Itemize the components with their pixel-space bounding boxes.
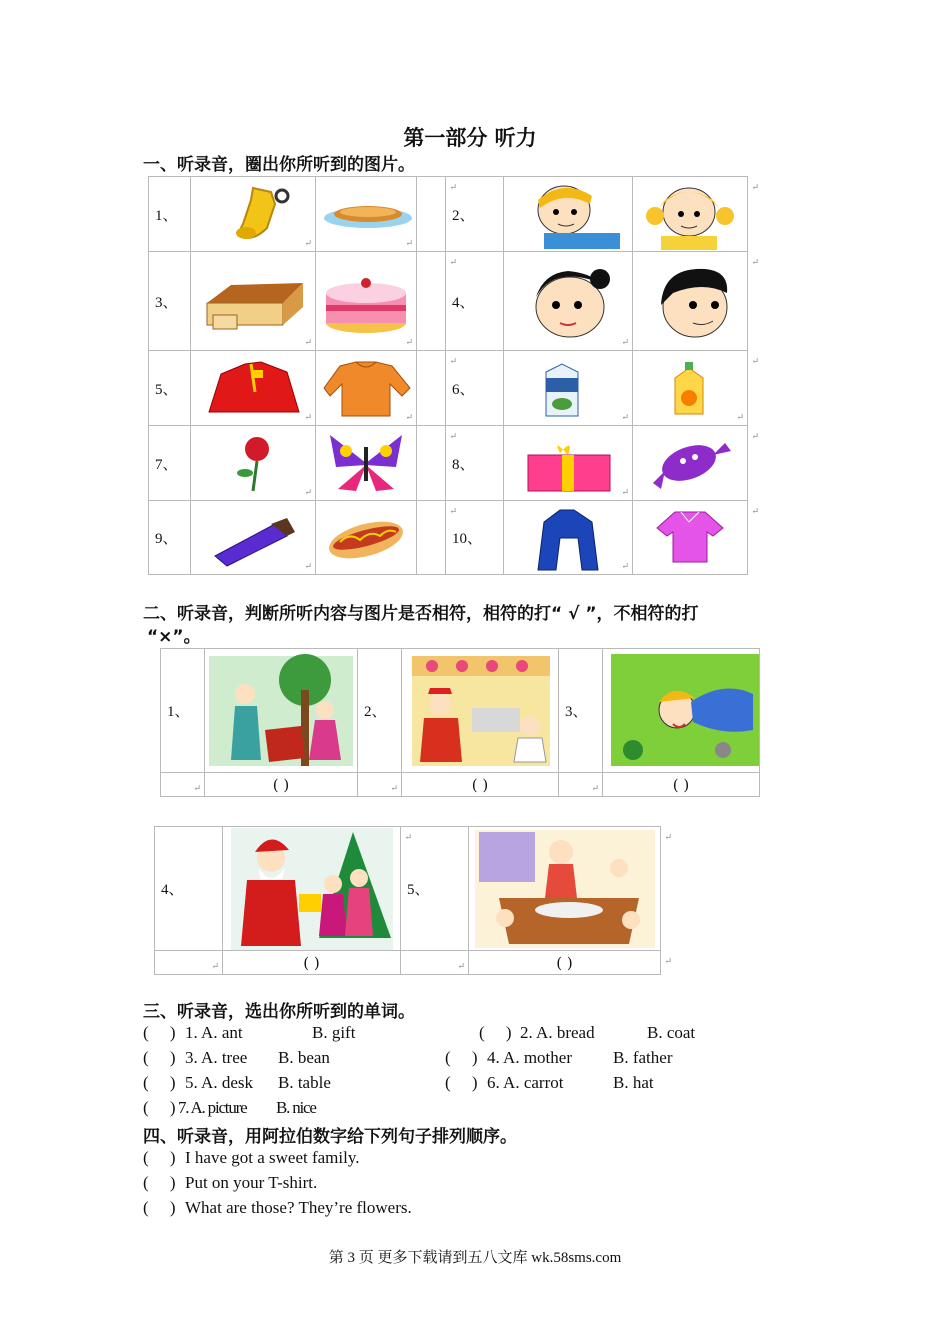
answer-paren[interactable]: ( ) [143, 1048, 176, 1067]
page-title: 第一部分 听力 [403, 126, 537, 150]
option-b: B. bean [278, 1048, 330, 1067]
option-b: B. hat [613, 1073, 654, 1092]
shop-counter-scene [402, 649, 559, 773]
part4-heading: 四、听录音，用阿拉伯数字给下列句子排列顺序。 [143, 1127, 517, 1147]
mother-daughter-scene [205, 649, 358, 773]
option-b: B. gift [312, 1023, 356, 1042]
pie-icon[interactable]: ↵ [316, 177, 417, 252]
answer-paren[interactable]: ( ) [445, 1073, 478, 1092]
answer-paren[interactable]: ( ) [143, 1173, 176, 1192]
question-item: 5. A. desk [185, 1073, 253, 1092]
boy-head-icon[interactable]: ↵ [633, 252, 748, 351]
question-item: 7. A. picture [178, 1098, 247, 1117]
answer-blank-1[interactable]: ( ) [205, 773, 358, 797]
girl-head-icon[interactable]: ↵ [504, 252, 633, 351]
question-item: 2. A. bread [520, 1023, 595, 1042]
part2-heading-continued: “×”。 [147, 627, 201, 647]
answer-paren[interactable]: ( ) [479, 1023, 512, 1042]
option-b: B. nice [276, 1098, 316, 1117]
part1-picture-table: 1、 ↵ ↵ ↵ 2、 ↵ 3、 ↵ ↵ ↵ 4、 ↵ ↵ 5、 ↵ ↵ ↵ 6、 ↵ ↵ ↵ 7、 ↵ ↵ 8、 ↵ ↵ 9、 ↵ ↵ 10、 ↵ ↵ [148, 176, 748, 575]
question-item: 4. A. mother [487, 1048, 572, 1067]
part1-heading: 一、听录音，圈出你所听到的图片。 [143, 155, 415, 175]
option-b: B. coat [647, 1023, 696, 1042]
answer-paren[interactable]: ( ) [143, 1198, 176, 1217]
juice-box-icon[interactable]: ↵ ↵ [633, 351, 748, 426]
question-item: 6. A. carrot [487, 1073, 564, 1092]
part3-heading: 三、听录音，选出你所听到的单词。 [143, 1002, 415, 1022]
answer-blank-3[interactable]: ( ) [603, 773, 760, 797]
cake-icon[interactable]: ↵ [316, 252, 417, 351]
bread-icon[interactable]: ↵ [191, 252, 316, 351]
butterfly-icon[interactable] [316, 426, 417, 501]
purple-tshirt-icon[interactable]: ↵ [633, 501, 748, 575]
page-footer: 第 3 页 更多下载请到五八文库 wk.58sms.com [328, 1250, 622, 1266]
question-item: 3. A. tree [185, 1048, 248, 1067]
rose-icon[interactable]: ↵ [191, 426, 316, 501]
gift-box-icon[interactable]: ↵ [504, 426, 633, 501]
answer-blank-5[interactable]: ( ) ↵ [469, 951, 661, 975]
sentence-item: Put on your T-shirt. [185, 1173, 318, 1192]
santa-gifts-scene: ↵ [223, 827, 401, 951]
family-dinner-scene: ↵ [469, 827, 661, 951]
hot-dog-icon[interactable] [316, 501, 417, 575]
boy-crawling-scene [603, 649, 760, 773]
question-item: 1. A. ant [185, 1023, 243, 1042]
answer-paren[interactable]: ( ) [445, 1048, 478, 1067]
answer-paren[interactable]: ( ) [143, 1023, 176, 1042]
answer-paren[interactable]: ( ) [143, 1073, 176, 1092]
milk-carton-icon[interactable]: ↵ [504, 351, 633, 426]
orange-sweater-icon[interactable]: ↵ [316, 351, 417, 426]
bell-icon[interactable]: ↵ [191, 177, 316, 252]
option-b: B. table [278, 1073, 331, 1092]
answer-blank-2[interactable]: ( ) [402, 773, 559, 797]
part2-table-row2: 4、 ↵ 5、 ↵ ↵ ( ) ↵ ( ) ↵ [154, 826, 661, 975]
red-coat-icon[interactable]: ↵ [191, 351, 316, 426]
boy-face-icon[interactable] [504, 177, 633, 252]
part2-table-row1: 1、 2、 3、 ↵ ( ) ↵ ( ) ↵ ( ) [160, 648, 760, 797]
sentence-item: What are those? They’re flowers. [185, 1198, 412, 1217]
chocolate-bar-icon[interactable]: ↵ [191, 501, 316, 575]
item-number: 1、 [149, 177, 191, 252]
part2-heading: 二、听录音，判断所听内容与图片是否相符，相符的打“ √ ”，不相符的打 [143, 604, 699, 624]
blue-coat-icon[interactable]: ↵ [504, 501, 633, 575]
answer-paren[interactable]: ( ) [143, 1098, 176, 1117]
girl-face-icon[interactable]: ↵ [633, 177, 748, 252]
answer-paren[interactable]: ( ) [143, 1148, 176, 1167]
option-b: B. father [613, 1048, 673, 1067]
candy-icon[interactable]: ↵ [633, 426, 748, 501]
answer-blank-4[interactable]: ( ) [223, 951, 401, 975]
sentence-item: I have got a sweet family. [185, 1148, 360, 1167]
